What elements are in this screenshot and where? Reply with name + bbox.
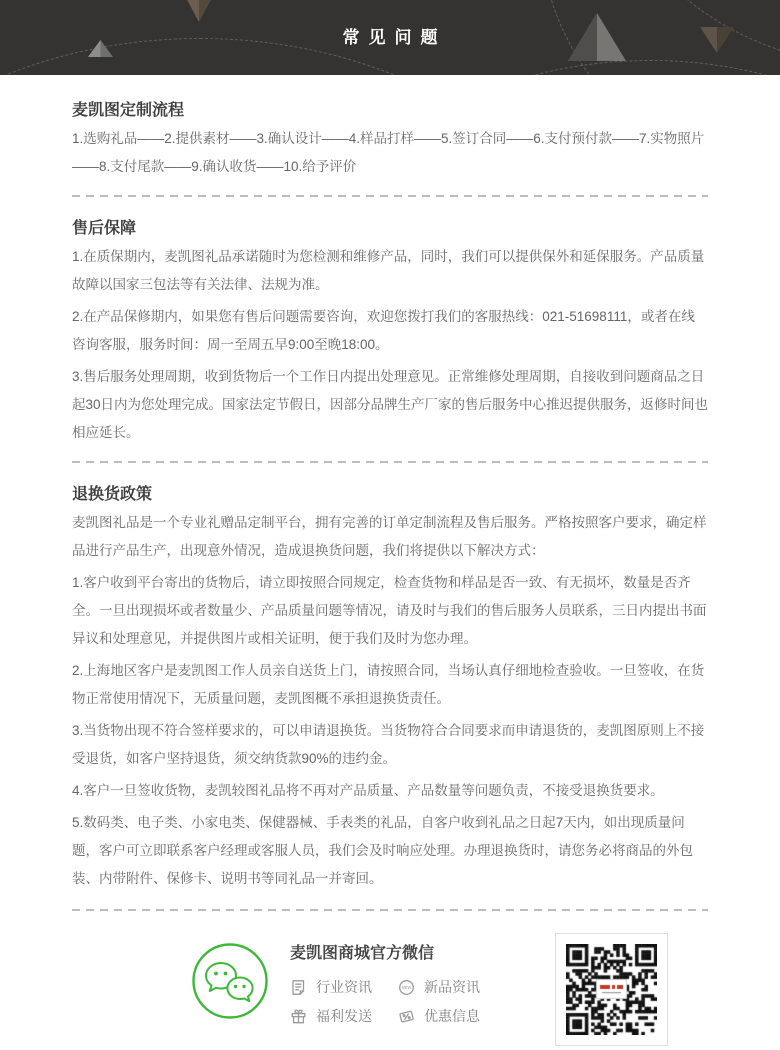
feature-label: 优惠信息 — [424, 1008, 480, 1024]
svg-text:NEW: NEW — [401, 984, 412, 990]
feature-discount-info — [398, 1006, 506, 1026]
faq-content — [0, 101, 780, 1046]
section-heading: 售后保障 — [72, 220, 137, 237]
paragraph: 1.在质保期内，麦凯图礼品承诺随时为您检测和维修产品，同时，我们可以提供保外和延保服务。产品质量故障以国家三包法等有关法律、法规为准。 — [72, 249, 705, 292]
section-after-sales — [72, 219, 708, 447]
policy-intro: 麦凯图礼品是一个专业礼赠品定制平台，拥有完善的订单定制流程及售后服务。严格按照客户要求，确定样品进行产品生产，出现意外情况，造成退换货问题，我们将提供以下解决方式： — [72, 515, 707, 558]
section-return-policy — [72, 485, 708, 893]
paragraph: 1.客户收到平台寄出的货物后，请立即按照合同规定，检查货物和样品是否一致、有无损坏，数量是否齐全。一旦出现损坏或者数量少、产品质量问题等情况，请及时与我们的售后服务人员联系，三日内提出书面异议和处理意见，并提供图片或相关证明，便于我们及时为您办理。 — [72, 575, 707, 646]
dashed-divider — [72, 909, 708, 911]
wechat-qr-code — [555, 933, 668, 1046]
dashed-divider — [72, 461, 708, 463]
feature-label: 新品资讯 — [424, 979, 480, 995]
feature-label: 福利发送 — [316, 1008, 372, 1024]
paragraph: 3.售后服务处理周期，收到货物后一个工作日内提出处理意见。正常维修处理周期，自接收到问题商品之日起30日内为您处理完成。国家法定节假日，因部分品牌生产厂家的售后服务中心推迟提供服务，返修时间也相应延长。 — [72, 369, 709, 440]
paragraph: 3.当货物出现不符合签样要求的，可以申请退换货。当货物符合合同要求而申请退货的，麦凯图原则上不接受退货，如客户坚持退货，须交纳货款90%的违约金。 — [72, 723, 705, 766]
process-steps-text: 1.选购礼品——2.提供素材——3.确认设计——4.样品打样——5.签订合同——6.支付预付款——7.实物照片——8.支付尾款——9.确认收货——10.给予评价 — [72, 131, 705, 174]
section-heading: 麦凯图定制流程 — [72, 102, 185, 119]
paragraph: 5.数码类、电子类、小家电类、保健器械、手表类的礼品，自客户收到礼品之日起7天内，如出现质量问题，客户可立即联系客户经理或客服人员，我们会及时响应处理。办理退换货时，请您务必将商品的外包装、内带附件、保修卡、说明书等同礼品一并寄回。 — [72, 815, 693, 886]
page-title: 常见问题 — [342, 28, 447, 47]
wechat-feature-list — [290, 977, 506, 1026]
page-header — [0, 0, 780, 75]
section-custom-process — [72, 101, 708, 181]
paragraph: 4.客户一旦签收货物，麦凯较图礼品将不再对产品质量、产品数量等问题负责，不接受退换货要求。 — [72, 783, 664, 798]
gift-icon — [290, 1008, 307, 1025]
wechat-info — [290, 943, 506, 1026]
feature-industry-news — [290, 977, 398, 997]
new-badge-icon — [398, 979, 415, 996]
dashed-divider — [72, 195, 708, 197]
paragraph: 2.在产品保修期内，如果您有售后问题需要咨询，欢迎您拨打我们的客服热线：021-51698111，或者在线咨询客服，服务时间：周一至周五早9:00至晚18:00。 — [72, 309, 695, 352]
feature-new-products — [398, 977, 506, 997]
news-doc-icon — [290, 979, 307, 996]
section-heading: 退换货政策 — [72, 486, 153, 503]
wechat-icon — [190, 941, 270, 1026]
coupon-icon — [398, 1008, 415, 1025]
feature-label: 行业资讯 — [316, 979, 372, 995]
paragraph: 2.上海地区客户是麦凯图工作人员亲自送货上门，请按照合同，当场认真仔细地检查验收。一旦签收，在货物正常使用情况下，无质量问题，麦凯图概不承担退换货责任。 — [72, 663, 705, 706]
feature-benefits — [290, 1006, 398, 1026]
wechat-footer — [190, 933, 668, 1046]
wechat-account-title: 麦凯图商城官方微信 — [290, 945, 435, 962]
